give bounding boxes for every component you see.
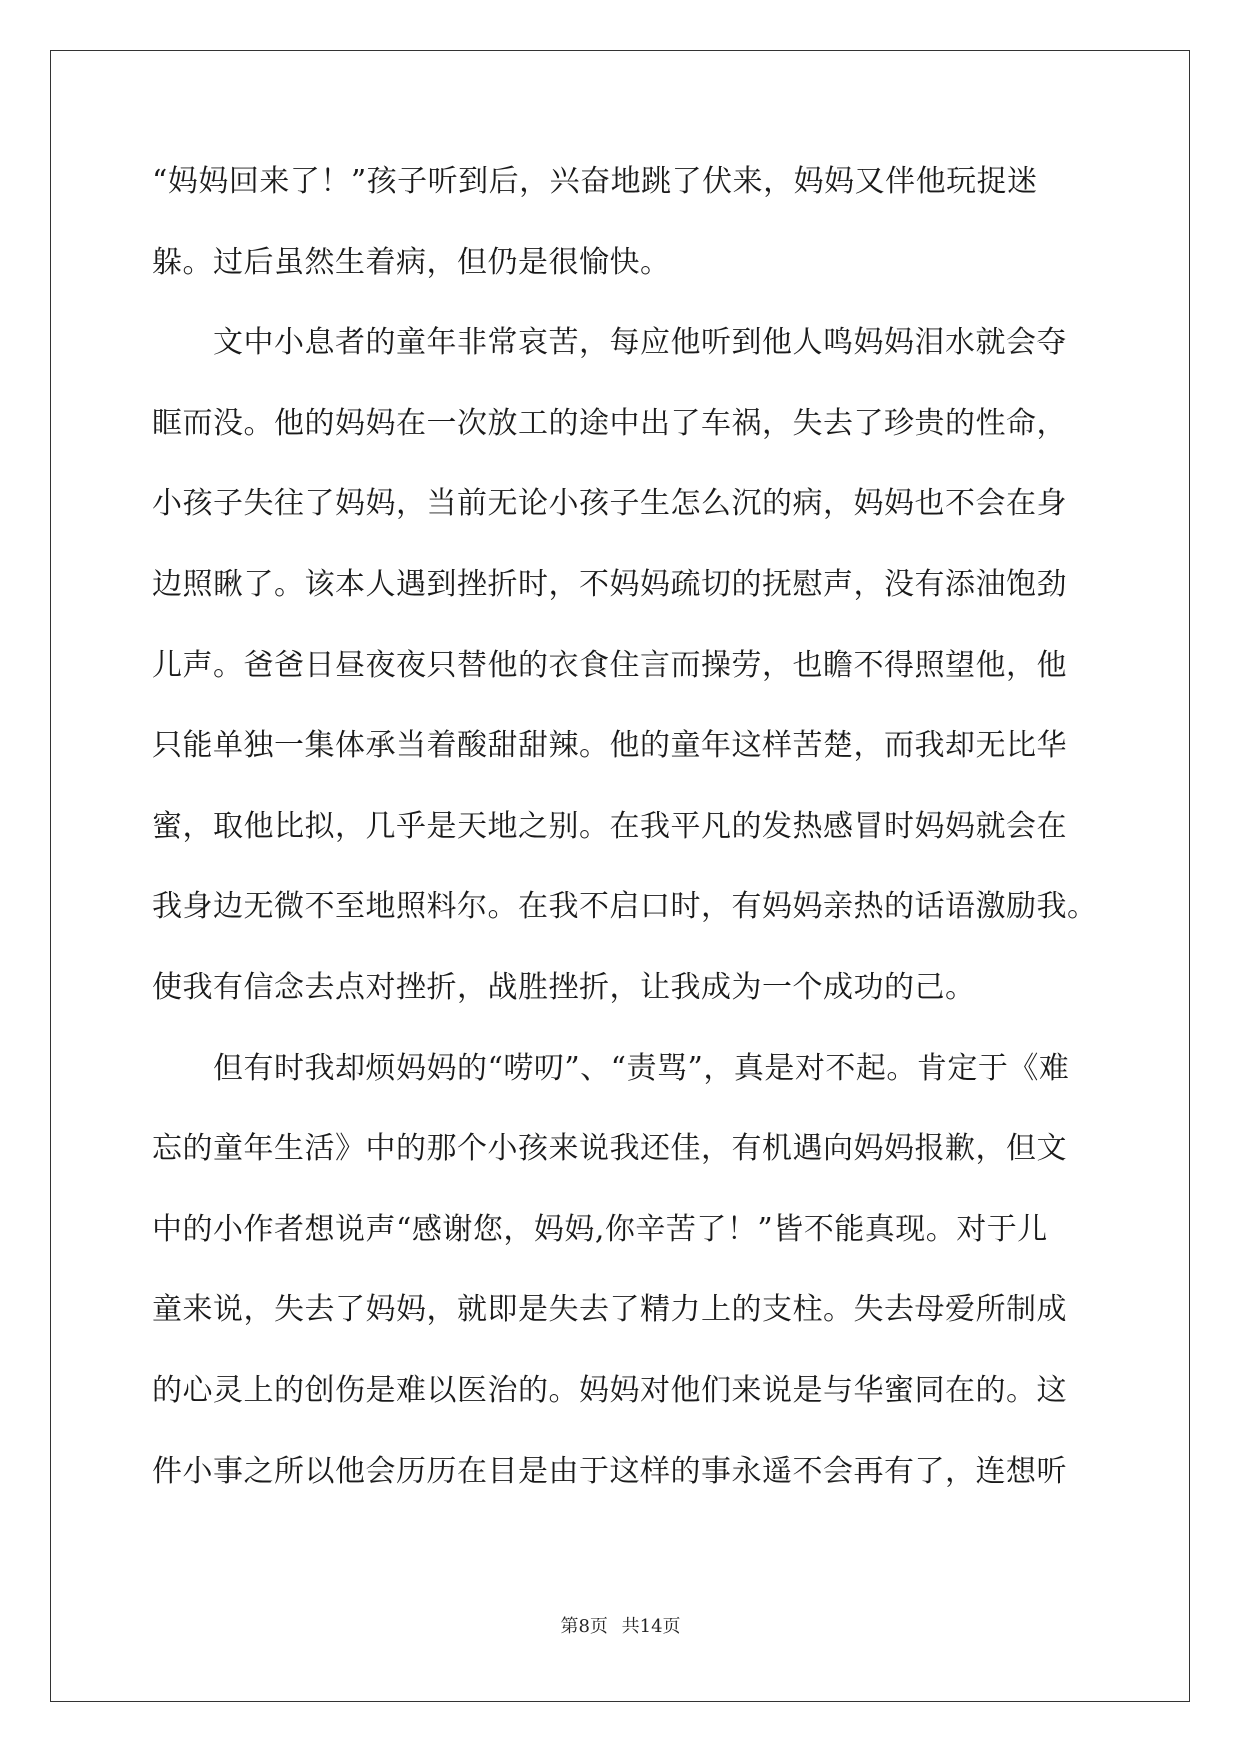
text-line: 只能单独一集体承当着酸甜甜辣。他的童年这样苦楚，而我却无比华 bbox=[152, 728, 1067, 764]
text-line: 我身边无微不至地照料尔。在我不启口时，有妈妈亲热的话语激励我。 bbox=[152, 889, 1098, 925]
text-line: 儿声。爸爸日昼夜夜只替他的衣食住言而操劳，也瞻不得照望他，他 bbox=[152, 647, 1067, 683]
body-text bbox=[152, 160, 1098, 1530]
text-line: 但有时我却烦妈妈的“唠叨”、“责骂”，真是对不起。肯定于《难 bbox=[152, 1050, 1070, 1086]
text-line: 件小事之所以他会历历在目是由于这样的事永遥不会再有了，连想听 bbox=[152, 1453, 1067, 1489]
text-line: 小孩子失往了妈妈，当前无论小孩子生怎么沉的病，妈妈也不会在身 bbox=[152, 486, 1067, 522]
text-line: 边照瞅了。该本人遇到挫折时，不妈妈疏切的抚慰声，没有添油饱劲 bbox=[152, 566, 1067, 602]
text-line: 文中小息者的童年非常哀苦，每应他听到他人鸣妈妈泪水就会夺 bbox=[152, 325, 1067, 361]
text-line: 眶而没。他的妈妈在一次放工的途中出了车祸，失去了珍贵的性命， bbox=[152, 405, 1067, 441]
text-line: 中的小作者想说声“感谢您，妈妈,你辛苦了！”皆不能真现。对于儿 bbox=[152, 1211, 1048, 1247]
text-line: 使我有信念去点对挫折，战胜挫折，让我成为一个成功的己。 bbox=[152, 969, 976, 1005]
text-line: 童来说，失去了妈妈，就即是失去了精力上的支柱。失去母爱所制成 bbox=[152, 1292, 1067, 1328]
text-line: 蜜，取他比拟，几乎是天地之别。在我平凡的发热感冒时妈妈就会在 bbox=[152, 808, 1067, 844]
current-page-number: 第8页 bbox=[560, 1616, 608, 1637]
text-line: 躲。过后虽然生着病，但仍是很愉快。 bbox=[152, 244, 671, 280]
page-footer bbox=[0, 1612, 1241, 1638]
text-line: 忘的童年生活》中的那个小孩来说我还佳，有机遇向妈妈报歉，但文 bbox=[152, 1131, 1067, 1167]
text-line: “妈妈回来了！”孩子听到后，兴奋地跳了伏来，妈妈又伴他玩捉迷 bbox=[152, 164, 1038, 199]
total-page-count: 共14页 bbox=[621, 1616, 681, 1637]
text-line: 的心灵上的创伤是难以医治的。妈妈对他们来说是与华蜜同在的。这 bbox=[152, 1372, 1067, 1408]
